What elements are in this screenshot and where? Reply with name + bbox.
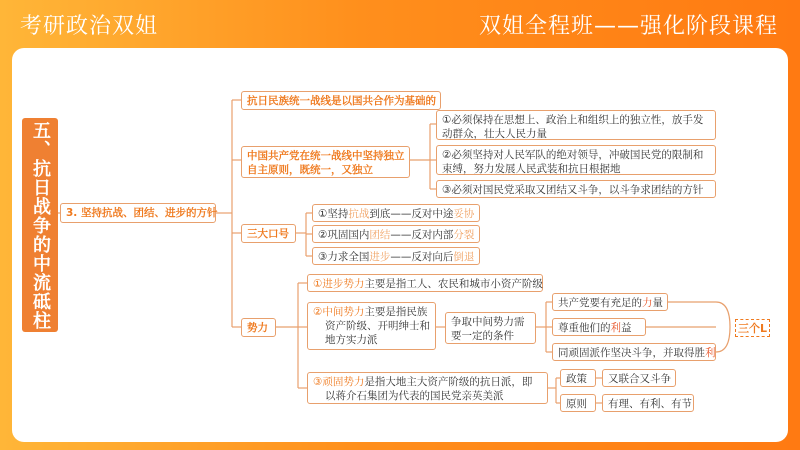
condition-interest <box>552 318 646 336</box>
policy-label: 政策 <box>560 369 596 387</box>
condition-text: 共产党要有充足的 <box>558 297 642 309</box>
item-line: ②必须坚持对人民军队的绝对领导，冲破国民党的限制和 <box>442 149 704 161</box>
item-line: 束缚，努力发展人民武装和抗日根据地 <box>442 163 621 175</box>
condition-text: 量 <box>652 297 663 309</box>
condition-text: 争取中间势力需 <box>451 316 525 328</box>
condition-keyword: 力 <box>642 297 653 309</box>
slogan-text: ②巩固国内 <box>318 229 370 241</box>
force-text: 资产阶级、开明绅士和 <box>325 320 430 332</box>
item-line: ①必须保持在思想上、政治上和组织上的独立性，放手发 <box>442 114 704 126</box>
branch-forces: 势力 <box>241 318 276 337</box>
force-text: 主要是指民族 <box>364 306 428 318</box>
force-middle <box>307 302 436 350</box>
brand-title: 考研政治双姐 <box>20 14 159 39</box>
slogan-1 <box>312 204 480 222</box>
independence-item-1 <box>436 110 716 140</box>
slogan-text: ——反对内部 <box>390 229 454 241</box>
force-diehard <box>307 372 548 404</box>
principle-value: 有理、有利、有节 <box>602 394 694 412</box>
branch-independence-line2: 自主原则，既统一，又独立 <box>247 164 373 176</box>
chapter-title: 五、抗日战争的中流砥柱 <box>22 118 58 332</box>
force-progressive <box>307 274 543 292</box>
force-number: ③ <box>313 376 323 388</box>
condition-text: 益 <box>621 322 632 334</box>
force-text: 是指大地主大资产阶级的抗日派，即 <box>364 376 533 388</box>
independence-item-3: ③必须对国民党采取又团结又斗争，以斗争求团结的方针 <box>436 180 716 198</box>
slogan-text: ①坚持 <box>318 208 349 220</box>
independence-item-2 <box>436 145 716 175</box>
condition-strength <box>552 293 668 311</box>
middle-condition <box>445 312 536 344</box>
force-keyword: 中间势力 <box>322 306 365 318</box>
root-node: 3. 坚持抗战、团结、进步的方针 <box>60 203 216 223</box>
force-keyword: 进步势力 <box>322 278 365 290</box>
branch-three-slogans: 三大口号 <box>241 224 296 243</box>
branch-independence-line1: 中国共产党在统一战线中坚持独立 <box>247 150 405 162</box>
policy-value: 又联合又斗争 <box>602 369 676 387</box>
slogan-text: ③力求全国 <box>318 251 370 263</box>
condition-victory <box>552 343 716 361</box>
condition-text: 同顽固派作坚决斗争，并取得胜 <box>558 347 705 359</box>
slogan-text: ——反对向后 <box>390 251 454 263</box>
condition-text: 要一定的条件 <box>451 330 514 342</box>
condition-text: 尊重他们的 <box>558 322 611 334</box>
slogan-keyword: 妥协 <box>453 208 475 220</box>
force-text: 地方实力派 <box>325 334 378 346</box>
item-line: 动群众，壮大人民力量 <box>442 128 547 140</box>
three-l-mark: 三个L <box>735 319 770 337</box>
force-number: ① <box>313 278 323 290</box>
slogan-keyword: 团结 <box>369 229 391 241</box>
slogan-3 <box>312 247 480 265</box>
force-number: ② <box>313 306 323 318</box>
force-text: 以蒋介石集团为代表的国民党亲英美派 <box>325 390 504 402</box>
slogan-keyword: 进步 <box>369 251 391 263</box>
condition-keyword: 利 <box>705 347 716 359</box>
condition-keyword: 利 <box>610 322 621 334</box>
slogan-text: 到底——反对中途 <box>369 208 454 220</box>
force-keyword: 顽固势力 <box>322 376 365 388</box>
course-title: 双姐全程班——强化阶段课程 <box>478 14 778 39</box>
slogan-2 <box>312 225 480 243</box>
slogan-keyword: 分裂 <box>453 229 475 241</box>
branch-united-front: 抗日民族统一战线是以国共合作为基础的 <box>241 91 441 110</box>
force-text: 主要是指工人、农民和城市小资产阶级 <box>364 278 543 290</box>
principle-label: 原则 <box>560 394 596 412</box>
slogan-keyword: 抗战 <box>348 208 370 220</box>
slogan-keyword: 倒退 <box>453 251 475 263</box>
branch-independence <box>241 146 410 178</box>
